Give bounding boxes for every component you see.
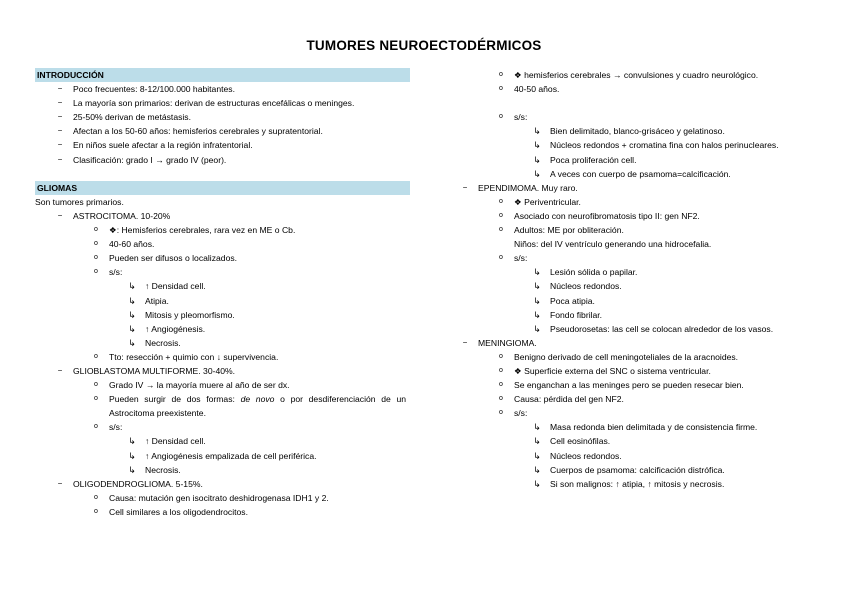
list-item: − La mayoría son primarios: derivan de estructuras encefálicas o meninges. (57, 98, 355, 109)
subsection-title-ependimoma: − EPENDIMOMA. Muy raro. (462, 182, 578, 193)
list-item: o Tto: resección + quimio con ↓ supervivencia. (94, 351, 279, 362)
section-intro-text: Son tumores primarios. (35, 196, 124, 207)
list-item: − En niños suele afectar a la región infratentorial. (57, 140, 253, 151)
list-item: o Pueden surgir de dos formas: de novo o por desdiferenciación de un Astrocitoma preexistente. (94, 394, 407, 419)
list-item: o 40-50 años. (499, 84, 560, 95)
list-subitem: ↳ Núcleos redondos. (533, 281, 622, 292)
list-subitem: ↳ Mitosis y pleomorfismo. (128, 309, 235, 320)
list-item: o s/s: (499, 112, 528, 123)
list-item: − Afectan a los 50-60 años: hemisferios cerebrales y supratentorial. (57, 126, 323, 137)
list-subitem: ↳ Masa redonda bien delimitada y de consistencia firme. (533, 422, 758, 433)
list-item: o Grado IV → la mayoría muere al año de ser dx. (94, 380, 290, 391)
list-item: o s/s: (94, 267, 123, 278)
list-item: o ❖ Periventricular. (499, 196, 581, 207)
list-item: o s/s: (94, 422, 123, 433)
list-item: − Poco frecuentes: 8-12/100.000 habitantes. (57, 84, 235, 95)
list-item: o Benigno derivado de cell meningoteliales de la aracnoides. (499, 351, 739, 362)
right-column (462, 68, 817, 491)
subsection-title-glioblastoma: − GLIOBLASTOMA MULTIFORME. 30-40%. (57, 365, 236, 376)
list-subitem: ↳ Cell eosinófilas. (533, 436, 611, 447)
list-subitem: ↳ Poca proliferación cell. (533, 154, 637, 165)
list-subitem: ↳ ↑ Angiogénesis empalizada de cell periférica. (128, 450, 317, 461)
list-subitem: ↳ ↑ Angiogénesis. (128, 323, 206, 334)
list-subitem: ↳ Bien delimitado, blanco-grisáceo y gelatinoso. (533, 126, 725, 137)
list-subitem: ↳ Si son malignos: ↑ atipia, ↑ mitosis y necrosis. (533, 478, 725, 489)
list-subitem: ↳ ↑ Densidad cell. (128, 436, 206, 447)
list-item: − 25-50% derivan de metástasis. (57, 112, 191, 123)
list-subitem: ↳ Núcleos redondos + cromatina fina con halos perinucleares. (533, 140, 779, 151)
subsection-title-meningioma: − MENINGIOMA. (462, 337, 537, 348)
list-subitem: ↳ ↑ Densidad cell. (128, 281, 206, 292)
subsection-title-oligodendroglioma: − OLIGODENDROGLIOMA. 5-15%. (57, 478, 203, 489)
list-subitem: ↳ Cuerpos de psamoma: calcificación distrófica. (533, 464, 725, 475)
list-subitem: ↳ Necrosis. (128, 464, 181, 475)
list-subitem: ↳ Fondo fibrilar. (533, 309, 603, 320)
list-item: o s/s: (499, 408, 528, 419)
subsection-title-astrocitoma: − ASTROCITOMA. 10-20% (57, 210, 171, 221)
list-item-continuation: Niños: del IV ventrículo generando una hidrocefalia. (514, 239, 712, 250)
list-item: − Clasificación: grado I → grado IV (peor). (57, 154, 227, 165)
list-item: o Se enganchan a las meninges pero se pueden resecar bien. (499, 380, 744, 391)
list-subitem: ↳ Lesión sólida o papilar. (533, 267, 638, 278)
list-item: o Cell similares a los oligodendrocitos. (94, 506, 248, 517)
list-subitem: ↳ Poca atipia. (533, 295, 595, 306)
list-item: o ❖ hemisferios cerebrales → convulsiones y cuadro neurológico. (499, 70, 759, 80)
list-item: o ❖ Superficie externa del SNC o sistema ventricular. (499, 365, 711, 376)
list-subitem: ↳ Núcleos redondos. (533, 450, 622, 461)
list-item: o Causa: mutación gen isocitrato deshidrogenasa IDH1 y 2. (94, 492, 329, 503)
list-item: o Adultos: ME por obliteración. (499, 225, 624, 236)
section-header-introduccion: INTRODUCCIÓN (35, 68, 410, 82)
list-item: o ❖: Hemisferios cerebrales, rara vez en ME o Cb. (94, 225, 296, 236)
list-item: o s/s: (499, 253, 528, 264)
list-subitem: ↳ Atipia. (128, 295, 169, 306)
list-subitem: ↳ Pseudorosetas: las cell se colocan alrededor de los vasos. (533, 323, 774, 334)
list-item: o Pueden ser difusos o localizados. (94, 253, 238, 264)
list-item: o Asociado con neurofibromatosis tipo II: gen NF2. (499, 210, 700, 221)
section-header-gliomas: GLIOMAS (35, 181, 410, 195)
document-title: TUMORES NEUROECTODÉRMICOS (306, 38, 542, 53)
list-item: o 40-60 años. (94, 239, 155, 250)
list-subitem: ↳ A veces con cuerpo de psamoma=calcificación. (533, 168, 731, 179)
list-subitem: ↳ Necrosis. (128, 337, 181, 348)
list-item: o Causa: pérdida del gen NF2. (499, 394, 624, 405)
left-column (35, 68, 410, 519)
